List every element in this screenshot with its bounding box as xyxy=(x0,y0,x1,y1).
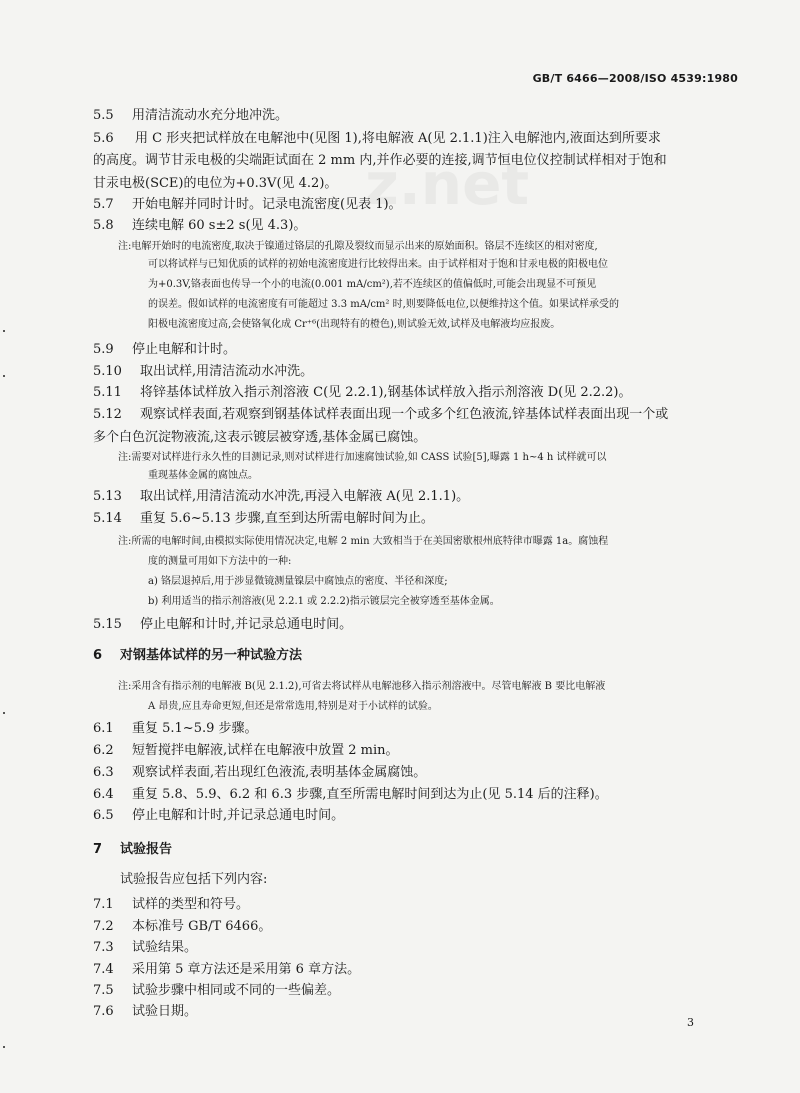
clause-text: 取出试样,用清洁流动水冲洗。 xyxy=(140,364,314,379)
clause-text: 试验日期。 xyxy=(132,1004,198,1019)
clause-text: 多个白色沉淀物液流,这表示镀层被穿透,基体金属已腐蚀。 xyxy=(93,430,427,445)
note-line: 为+0.3V,铬表面也传导一个小的电流(0.001 mA/cm²),若不连续区的值偏低时,可能会出现显不可预见 xyxy=(148,279,597,290)
clause-number: 5.10 xyxy=(93,364,122,379)
clause-text: 观察试样表面,若观察到钢基体试样表面出现一个或多个红色液流,锌基体试样表面出现一个或 xyxy=(140,407,669,422)
section-number: 7 xyxy=(93,842,103,857)
clause-text: 开始电解并同时计时。记录电流密度(见表 1)。 xyxy=(132,197,402,212)
clause-number: 7.5 xyxy=(93,983,114,998)
margin-mark xyxy=(3,330,5,332)
note-line: 注:电解开始时的电流密度,取决于镍通过铬层的孔隙及裂纹而显示出来的原始面积。铬层不连续区的相对密度, xyxy=(118,241,598,252)
note-line: 注:所需的电解时间,由模拟实际使用情况决定,电解 2 min 大致相当于在美国密歇根州底特律市曝露 1a。腐蚀程 xyxy=(118,536,609,547)
report-intro: 试验报告应包括下列内容: xyxy=(120,872,268,887)
note-line: 阳极电流密度过高,会使铬氧化成 Cr⁺⁶(出现特有的橙色),则试验无效,试样及电解液均应报废。 xyxy=(148,319,561,330)
note-list-item: a) 铬层退掉后,用于涉显微镜测量镍层中腐蚀点的密度、半径和深度; xyxy=(148,576,448,587)
clause-text: 用 C 形夹把试样放在电解池中(见图 1),将电解液 A(见 2.1.1)注入电解池内,液面达到所要求 xyxy=(135,131,661,146)
clause-text: 重复 5.8、5.9、6.2 和 6.3 步骤,直至所需电解时间到达为止(见 5.14 后的注释)。 xyxy=(132,787,608,802)
note-line: 的误差。假如试样的电流密度有可能超过 3.3 mA/cm² 时,则要降低电位,以便维持这个值。如果试样承受的 xyxy=(148,299,619,310)
note-line: 度的测量可用如下方法中的一种: xyxy=(148,556,292,567)
clause-number: 5.7 xyxy=(93,197,114,212)
note-line: 重现基体金属的腐蚀点。 xyxy=(148,470,258,481)
clause-number: 6.2 xyxy=(93,743,114,758)
clause-text: 短暂搅拌电解液,试样在电解液中放置 2 min。 xyxy=(132,743,399,758)
clause-text: 甘汞电极(SCE)的电位为+0.3V(见 4.2)。 xyxy=(93,176,338,191)
clause-number: 5.5 xyxy=(93,108,114,123)
clause-text: 将锌基体试样放入指示剂溶液 C(见 2.2.1),钢基体试样放入指示剂溶液 D(见 2.2.2)。 xyxy=(140,385,632,400)
margin-mark xyxy=(3,712,5,714)
clause-text: 重复 5.6~5.13 步骤,直至到达所需电解时间为止。 xyxy=(140,511,434,526)
clause-number: 7.6 xyxy=(93,1004,114,1019)
clause-number: 7.3 xyxy=(93,940,114,955)
margin-mark xyxy=(3,1046,5,1048)
clause-number: 6.4 xyxy=(93,787,114,802)
standard-header: GB/T 6466—2008/ISO 4539:1980 xyxy=(532,72,738,85)
page-number: 3 xyxy=(687,1016,694,1029)
clause-text: 本标准号 GB/T 6466。 xyxy=(132,919,272,934)
clause-number: 5.9 xyxy=(93,342,114,357)
clause-number: 5.8 xyxy=(93,218,114,233)
section-number: 6 xyxy=(93,648,103,663)
clause-text: 试样的类型和符号。 xyxy=(132,897,250,912)
note-line: 注:采用含有指示剂的电解液 B(见 2.1.2),可省去将试样从电解池移入指示剂溶液中。尽管电解液 B 要比电解液 xyxy=(118,681,606,692)
clause-number: 7.1 xyxy=(93,897,114,912)
clause-number: 5.6 xyxy=(93,131,114,146)
note-line: 注:需要对试样进行永久性的目测记录,则对试样进行加速腐蚀试验,如 CASS 试验[5],曝露 1 h~4 h 试样就可以 xyxy=(118,452,607,463)
clause-number: 7.2 xyxy=(93,919,114,934)
clause-number: 6.5 xyxy=(93,808,114,823)
clause-number: 7.4 xyxy=(93,962,114,977)
section-heading: 对钢基体试样的另一种试验方法 xyxy=(120,648,303,663)
clause-text: 停止电解和计时,并记录总通电时间。 xyxy=(132,808,345,823)
clause-text: 试验结果。 xyxy=(132,940,198,955)
clause-text: 观察试样表面,若出现红色液流,表明基体金属腐蚀。 xyxy=(132,765,427,780)
watermark: z.net xyxy=(365,150,530,218)
clause-number: 6.1 xyxy=(93,721,114,736)
clause-text: 重复 5.1~5.9 步骤。 xyxy=(132,721,258,736)
note-line: A 昂贵,应且寿命更短,但还是常常选用,特别是对于小试样的试验。 xyxy=(148,701,438,712)
clause-text: 连续电解 60 s±2 s(见 4.3)。 xyxy=(132,218,307,233)
clause-text: 取出试样,用清洁流动水冲洗,再浸入电解液 A(见 2.1.1)。 xyxy=(140,489,470,504)
clause-text: 采用第 5 章方法还是采用第 6 章方法。 xyxy=(132,962,361,977)
margin-mark xyxy=(3,375,5,377)
clause-number: 5.13 xyxy=(93,489,122,504)
note-line: 可以将试样与已知优质的试样的初始电流密度进行比较得出来。由于试样相对于饱和甘汞电极的阳极电位 xyxy=(148,259,608,270)
clause-text: 停止电解和计时,并记录总通电时间。 xyxy=(140,617,353,632)
clause-text: 的高度。调节甘汞电极的尖端距试面在 2 mm 内,并作必要的连接,调节恒电位仪控制试样相对于饱和 xyxy=(93,153,667,168)
clause-number: 5.12 xyxy=(93,407,122,422)
clause-number: 6.3 xyxy=(93,765,114,780)
clause-text: 用清洁流动水充分地冲洗。 xyxy=(132,108,289,123)
clause-number: 5.11 xyxy=(93,385,122,400)
note-list-item: b) 利用适当的指示剂溶液(见 2.2.1 或 2.2.2)指示镀层完全被穿透至基体金属。 xyxy=(148,596,500,607)
clause-text: 停止电解和计时。 xyxy=(132,342,237,357)
clause-number: 5.15 xyxy=(93,617,122,632)
clause-number: 5.14 xyxy=(93,511,122,526)
clause-text: 试验步骤中相同或不同的一些偏差。 xyxy=(132,983,341,998)
section-heading: 试验报告 xyxy=(120,842,173,857)
